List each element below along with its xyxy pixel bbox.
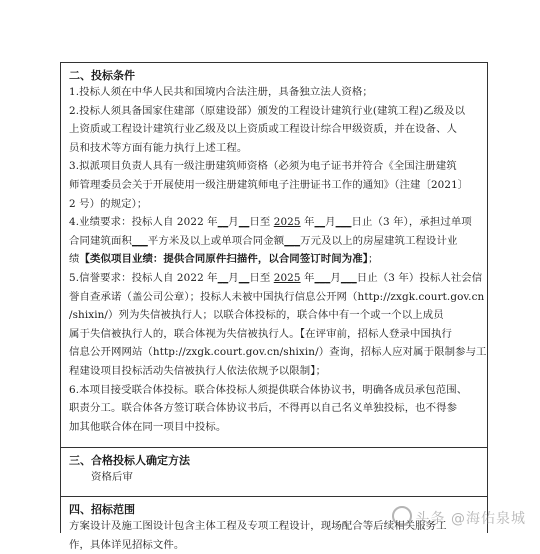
condition-3-line2: 师管理委员会关于开展使用一级注册建筑师电子注册证书工作的通知》（注建〔2021〕 (69, 178, 469, 191)
text: 日止（3 年），承担过单项 (351, 216, 472, 229)
text: 月 (228, 216, 239, 229)
watermark-text: 头条 @海佑泉城 (415, 511, 526, 527)
condition-4-line3 (61, 250, 487, 269)
blank-day: __ (238, 271, 250, 284)
condition-4-line2 (61, 232, 487, 251)
condition-5-line6: 程建设项目投标活动失信被执行人依法依规予以限制】； (69, 364, 327, 377)
text: 4.业绩要求：投标人自 2022 年 (69, 216, 218, 229)
text: 5.信誉要求：投标人自 2022 年 (69, 271, 218, 284)
blank-month: __ (217, 271, 229, 284)
section-bidding-conditions (61, 63, 487, 448)
account-icon (392, 506, 412, 526)
text: 年 (300, 216, 315, 229)
condition-4-line1 (61, 213, 487, 232)
blank-day: ___ (335, 216, 352, 229)
blank-day: __ (238, 216, 250, 229)
text: 月 (330, 271, 341, 284)
end-year: 2025 (273, 216, 301, 229)
blank-month: __ (314, 216, 326, 229)
text: 平方米及以上或单项合同金额 (147, 234, 285, 247)
end-year: 2025 (273, 271, 301, 284)
blank-area: ___ (131, 234, 148, 247)
text: 日至 (249, 271, 274, 284)
method-value: 资格后审 (91, 471, 133, 483)
bold-note: 【类似项目业绩：提供合同原件扫描件，以合同签订时间为准】 (79, 253, 369, 266)
section-title: 三、合格投标人确定方法 (69, 454, 190, 467)
condition-6-line2: 职责分工。联合体各方签订联合体协议书后，不得再以自己名义单独投标，也不得参 (69, 402, 458, 415)
condition-5-line3: /shixin/）列为失信被执行人；以联合体投标的，联合体中有一个或一个以上成员 (69, 309, 444, 322)
section-qualified-bidder-method (61, 448, 487, 497)
section-title: 二、投标条件 (69, 69, 135, 82)
text: 万元及以上的房屋建筑工程设计业 (300, 234, 458, 247)
condition-1: 1.投标人须在中华人民共和国境内合法注册，具备独立法人资格； (69, 86, 373, 98)
text: 年 (300, 271, 315, 284)
watermark (392, 506, 526, 528)
text: 绩 (69, 253, 80, 266)
condition-5-line4: 属于失信被执行人的，联合体视为失信被执行人。【在评审前，招标人登录中国执行 (69, 327, 452, 340)
blank-month: ___ (314, 271, 331, 284)
text: 合同建筑面积 (69, 234, 132, 247)
text: 月 (325, 216, 336, 229)
condition-2-line2: 上资质或工程设计建筑行业乙级及以上资质或工程设计综合甲级资质，并在设备、人 (69, 123, 458, 136)
condition-5-line2: 誉自查承诺（盖公司公章）；投标人未被中国执行信息公开网（http://zxgk.court.gov.cn (69, 290, 485, 303)
condition-5-line1 (61, 269, 487, 288)
blank-month: __ (217, 216, 229, 229)
condition-5-line5: 信息公开网网站（http://zxgk.court.gov.cn/shixin/）查询，招标人应对属于限制参与工 (69, 346, 487, 359)
tender-document-table (60, 62, 488, 551)
blank-amount: ___ (284, 234, 301, 247)
scope-line2: 作，具体详见招标文件。 (69, 538, 185, 551)
condition-3-line3: 2 号）的规定）； (69, 197, 148, 210)
blank-day: ___ (340, 271, 357, 284)
text: ； (368, 253, 379, 266)
section-title: 四、招标范围 (69, 503, 135, 516)
condition-6-line3: 加其他联合体在同一项目中投标。 (69, 420, 227, 433)
text: 日至 (249, 216, 274, 229)
condition-3-line1: 3.拟派项目负责人具有一级注册建筑师资格（必须为电子证书并符合《全国注册建筑 (69, 160, 457, 173)
text: 日止（3 年）投标人社会信 (356, 271, 483, 284)
condition-2-line3: 员和技术等方面有能力执行上述工程。 (69, 141, 248, 154)
text: 月 (228, 271, 239, 284)
scope-line1: 方案设计及施工图设计包含主体工程及专项工程设计，现场配合等后续相关服务工 (69, 520, 447, 532)
condition-6-line1: 6.本项目接受联合体投标。联合体投标人须提供联合体协议书，明确各成员承包范围、 (69, 383, 468, 396)
condition-2-line1: 2.投标人须具备国家住建部（原建设部）颁发的工程设计建筑行业(建筑工程)乙级及以 (69, 104, 466, 117)
